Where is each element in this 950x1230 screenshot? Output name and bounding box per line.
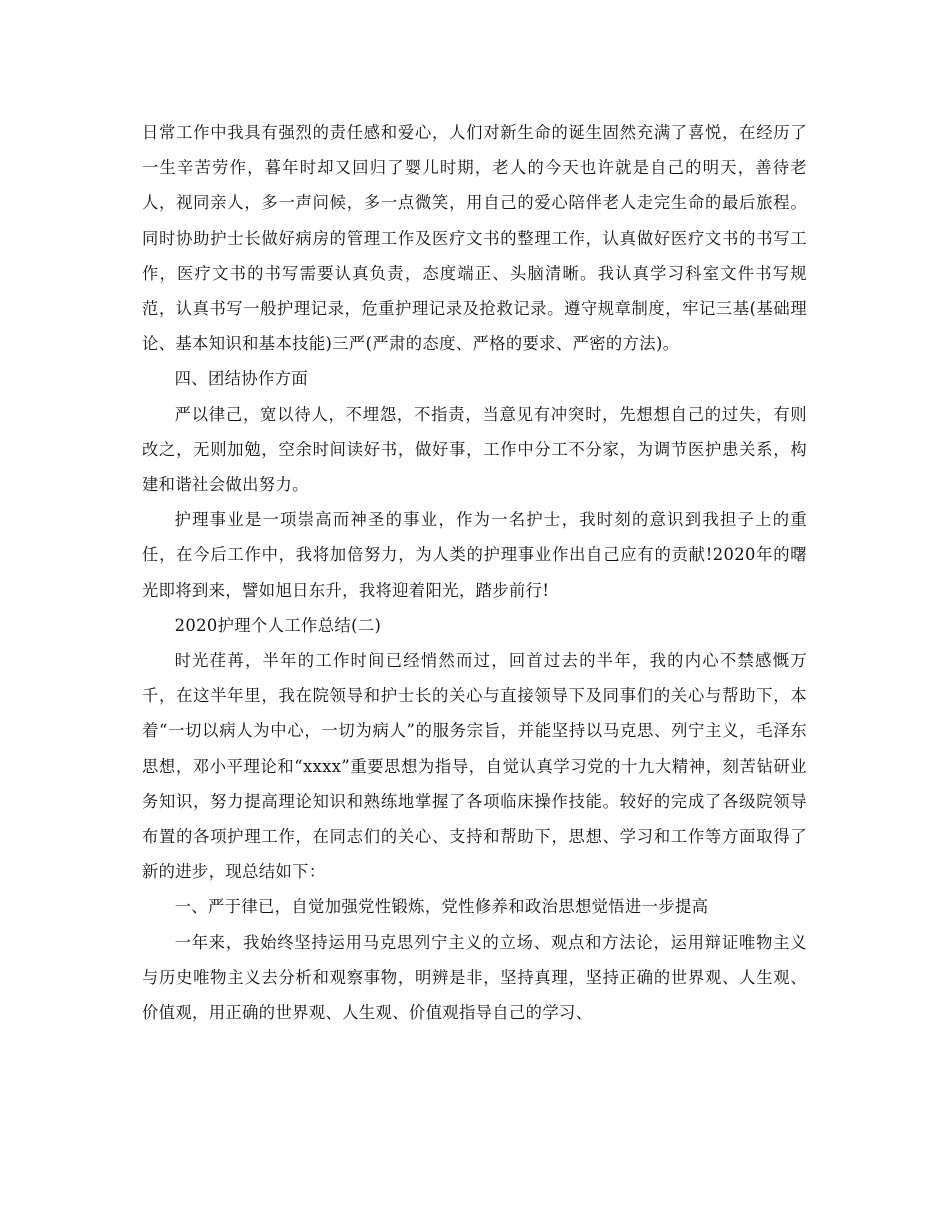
document-body [142,115,807,1030]
section-heading-teamwork: 四、团结协作方面 [174,369,309,389]
paragraph-teamwork: 严以律己，宽以待人，不埋怨，不指责，当意见有冲突时，先想想自己的过失，有则改之，无则加勉，空余时间读好书，做好事，工作中分工不分家，为调节医护患关系，构建和谐社会做出努力。 [142,404,807,495]
paragraph-conclusion: 护理事业是一项崇高而神圣的事业，作为一名护士，我时刻的意识到我担子上的重任，在今后工作中，我将加倍努力，为人类的护理事业作出自己应有的贡献!2020年的曙光即将到来，譬如旭日东升，我将迎着阳光，踏步前行! [142,510,807,600]
paragraph-intro: 时光荏苒，半年的工作时间已经悄然而过，回首过去的半年，我的内心不禁感慨万千，在这半年里，我在院领导和护士长的关心与直接领导下及同事们的关心与帮助下，本着“一切以病人为中心，一切为病人”的服务宗旨，并能坚持以马克思、列宁主义，毛泽东思想，邓小平理论和“xxxx”重要思想为指导，自觉认真学习党的十九大精神，刻苦钻研业务知识，努力提高理论知识和熟练地掌握了各项临床操作技能。较好的完成了各级院领导布置的各项护理工作，在同志们的关心、支持和帮助下，思想、学习和工作等方面取得了新的进步，现总结如下： [142,651,807,882]
paragraph-year-summary: 一年来，我始终坚持运用马克思列宁主义的立场、观点和方法论，运用辩证唯物主义与历史唯物主义去分析和观察事物，明辨是非，坚持真理，坚持正确的世界观、人生观、价值观，用正确的世界观、人生观、价值观指导自己的学习、 [142,932,807,1023]
paragraph-1: 日常工作中我具有强烈的责任感和爱心，人们对新生命的诞生固然充满了喜悦，在经历了一生辛苦劳作，暮年时却又回归了婴儿时期，老人的今天也许就是自己的明天，善待老人，视同亲人，多一声问候，多一点微笑，用自己的爱心陪伴老人走完生命的最后旅程。同时协助护士长做好病房的管理工作及医疗文书的整理工作，认真做好医疗文书的书写工作，医疗文书的书写需要认真负责，态度端正、头脑清晰。我认真学习科室文件书写规范，认真书写一般护理记录，危重护理记录及抢救记录。遵守规章制度，牢记三基(基础理论、基本知识和基本技能)三严(严肃的态度、严格的要求、严密的方法)。 [142,123,807,354]
section-heading-discipline: 一、严于律已，自觉加强党性锻炼，党性修养和政治思想觉悟进一步提高 [174,897,709,917]
article-title-two: 2020护理个人工作总结(二) [174,615,382,635]
